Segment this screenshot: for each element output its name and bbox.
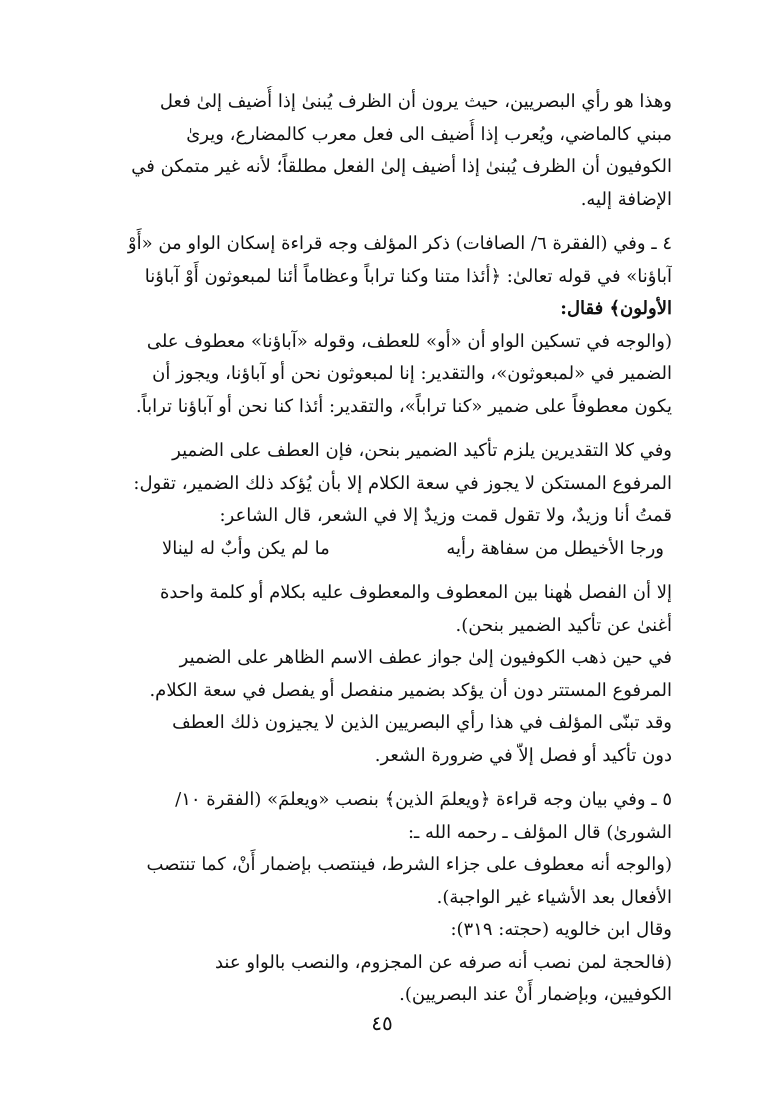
text-line: (فالحجة لمن نصب أنه صرفه عن المجزوم، والنصب بالواو عند [214, 951, 672, 973]
page-body [92, 86, 672, 1012]
text-line: (والوجه في تسكين الواو أن «أو» للعطف، وقوله «آباؤنا» معطوف على [146, 330, 672, 352]
text-line: وهذا هو رأي البصريين، حيث يرون أن الظرف يُبنىٰ إذا أُضيف إلىٰ فعل [159, 91, 672, 112]
text-line: أغنىٰ عن تأكيد الضمير بنحن). [455, 614, 672, 636]
text-line: دون تأكيد أو فصل إلاّ في ضرورة الشعر. [374, 744, 672, 766]
text-line: يكون معطوفاً على ضمير «كنا تراباً»، والتقدير: أئذا كنا نحن أو آباؤنا تراباً. [135, 395, 672, 417]
text-line: الإضافة إليه. [580, 188, 672, 210]
verse-second-hemistich: ما لم يكن وأبٌ له لينالا [162, 537, 330, 559]
text-line: آباؤنا» في قوله تعالىٰ: ﴿أئذا متنا وكنا تراباً وعظاماً أئنا لمبعوثون أَوْ آباؤنا [144, 265, 672, 287]
text-line: في حين ذهب الكوفيون إلىٰ جواز عطف الاسم الظاهر على الضمير [179, 647, 672, 668]
text-line: وفي كلا التقديرين يلزم تأكيد الضمير بنحن، فإن العطف على الضمير [172, 440, 672, 461]
text-line: المرفوع المستتر دون أن يؤكد بضمير منفصل أو يفصل في سعة الكلام. [149, 679, 672, 701]
text-line: الأفعال بعد الأشياء غير الواجبة). [436, 886, 672, 908]
text-line: مبني كالماضي، ويُعرب إذا أُضيف الى فعل معرب كالمضارع، ويرىٰ [186, 123, 672, 145]
text-line: الضمير في «لمبعوثون»، والتقدير: إنا لمبعوثون نحن أو آباؤنا، ويجوز أن [152, 363, 672, 384]
text-line: ٤ ـ وفي (الفقرة ٦/ الصافات) ذكر المؤلف وجه قراءة إسكان الواو من «أَوْ [127, 233, 672, 254]
text-line: إلا أن الفصل هٰهنا بين المعطوف والمعطوف عليه بكلام أو كلمة واحدة [160, 582, 672, 603]
text-line: ٥ ـ وفي بيان وجه قراءة ﴿ويعلمَ الذين﴾ بنصب «ويعلمَ» (الفقرة ١٠/ [175, 789, 672, 810]
text-line: الشورىٰ) قال المؤلف ـ رحمه الله ـ: [407, 821, 672, 843]
text-line: (والوجه أنه معطوف على جزاء الشرط، فينتصب بإضمار أَنْ، كما تنتصب [146, 854, 672, 875]
text-line: وقال ابن خالويه (حجته: ٣١٩): [450, 919, 672, 940]
text-line: وقد تبنّى المؤلف في هذا رأي البصريين الذين لا يجيزون ذلك العطف [172, 712, 672, 733]
text-line: الكوفيين، وبإضمار أَنْ عند البصريين). [399, 984, 672, 1005]
poetry-verse [92, 533, 672, 566]
text-line: قمتُ أنا وزيدٌ، ولا تقول قمت وزيدٌ إلا في الشعر، قال الشاعر: [219, 505, 672, 526]
text-line: الكوفيون أن الظرف يُبنىٰ إذا أضيف إلىٰ الفعل مطلقاً؛ لأنه غير متمكن في [131, 156, 672, 177]
verse-first-hemistich: ورجا الأخيطل من سفاهة رأيه [446, 537, 664, 559]
text-line: الأولون﴾ فقال: [560, 298, 672, 319]
page-number: ٤٥ [371, 1011, 393, 1035]
text-line: المرفوع المستكن لا يجوز في سعة الكلام إلا بأن يُؤكد ذلك الضمير، تقول: [133, 472, 672, 494]
